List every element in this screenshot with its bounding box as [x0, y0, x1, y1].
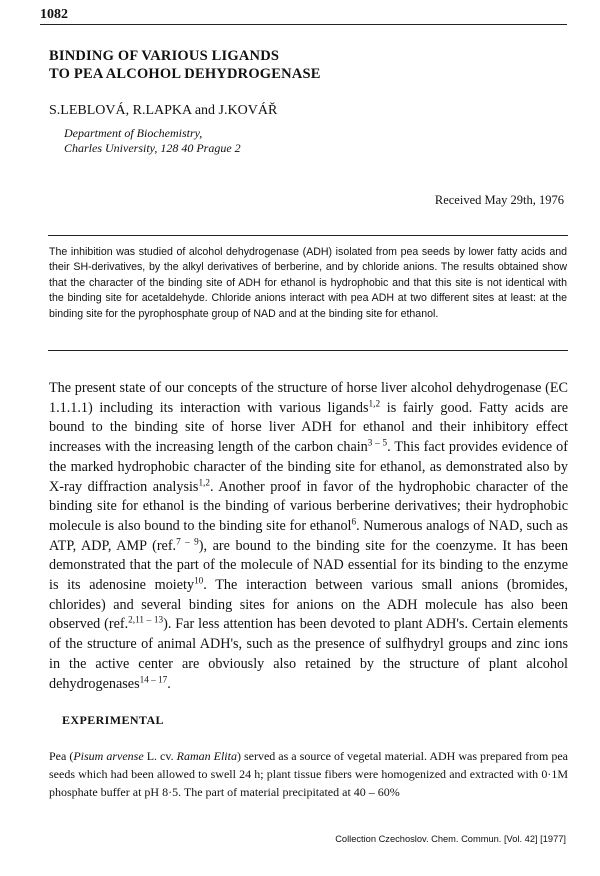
article-title	[49, 47, 321, 83]
intro-text: The present state of our concepts of the structure of horse liver alcohol dehydrogenase (EC 1.1.1.1) including its interaction with various ligands	[49, 380, 568, 416]
ref-superscript: 7 – 9	[176, 535, 199, 546]
title-line-1: BINDING OF VARIOUS LIGANDS	[49, 48, 280, 64]
affiliation-line-1: Department of Biochemistry,	[64, 126, 203, 140]
species-name: Pisum arvense	[73, 749, 144, 763]
ref-superscript: 14 – 17	[139, 673, 168, 684]
ref-superscript: 1,2	[198, 476, 210, 487]
ref-superscript: 6	[351, 516, 357, 527]
introduction	[49, 379, 568, 694]
authors: S.LEBLOVÁ, R.LAPKA and J.KOVÁŘ	[49, 103, 278, 118]
intro-text: . Another proof in favor of the hydrophobic character of the binding site for ethanol is the binding of various berberine derivatives; their hydrophobic molecule is also bound to the binding site for ethanol	[49, 478, 568, 534]
intro-text: is fairly good. Fatty acids are bound to the binding site of horse liver ADH for ethanol and their inhibitory effect increases with the increasing length of the carbon chain	[49, 399, 568, 456]
affiliation-line-2: Charles University, 128 40 Prague 2	[64, 141, 241, 155]
ref-superscript: 10	[194, 575, 204, 586]
intro-text: ), are bound to the binding site for the coenzyme. It has been demonstrated that the part of the molecule of NAD essential for its binding to the enzyme is its adenosine moiety	[49, 537, 568, 594]
affiliation	[64, 126, 241, 156]
ref-superscript: 1,2	[368, 397, 381, 408]
intro-text: ). Far less attention has been devoted to plant ADH's. Certain elements of the structure of animal ADH's, such as the presence of sulfhydryl groups and zinc ions in the active center are obviously also retained by the structure of plant alcohol dehydrogenases	[49, 616, 569, 692]
intro-text: . The interaction between various small anions (bromides, chlorides) and several binding sites for anions on the ADH molecule has also been observed (ref.	[49, 577, 568, 633]
page-number: 1082	[40, 7, 68, 22]
exp-text: Pea (	[49, 749, 74, 763]
intro-text: .	[167, 675, 171, 692]
exp-text: ) served as a source of vegetal material. ADH was prepared from pea seeds which had been allowed to swell 24 h; plant tissue fibers were homogenized and extracted with 0·1M phosphate buffer at pH 8·5. The part of material precipitated at 40 – 60%	[49, 749, 568, 799]
section-heading: EXPERIMENTAL	[62, 713, 164, 727]
intro-text: . Numerous analogs of NAD, such as ATP, ADP, AMP (ref.	[49, 517, 568, 554]
exp-text: L. cv.	[143, 749, 177, 763]
cultivar-name: Raman Elita	[176, 749, 237, 763]
ref-superscript: 3 – 5	[367, 437, 388, 448]
abstract	[49, 245, 567, 322]
experimental-paragraph	[49, 748, 568, 801]
experimental-section	[49, 748, 568, 801]
received-date: Received May 29th, 1976	[434, 193, 564, 207]
abstract-text: The inhibition was studied of alcohol dehydrogenase (ADH) isolated from pea seeds by lower fatty acids and their SH-derivatives, by the alkyl derivatives of berberine, and by chloride anions. The results obtained show that the character of the binding site of ADH for ethanol is hydrophobic and that this site is not identical with the binding site for acetaldehyde. Chloride anions interact with pea ADH at two different sites at least: at the binding site for the pyrophosphate group of NAD and at the binding site for ethanol.	[49, 246, 567, 320]
ref-superscript: 2,11 – 13	[128, 614, 164, 625]
intro-text: . This fact provides evidence of the marked hydrophobic character of the binding site for ethanol, as demonstrated also by X-ray diffraction analysis	[49, 439, 568, 495]
header-rule	[40, 24, 567, 25]
intro-paragraph	[49, 379, 568, 694]
journal-footer: Collection Czechoslov. Chem. Commun. [Vol. 42] [1977]	[335, 834, 566, 844]
title-line-2: TO PEA ALCOHOL DEHYDROGENASE	[49, 66, 321, 82]
